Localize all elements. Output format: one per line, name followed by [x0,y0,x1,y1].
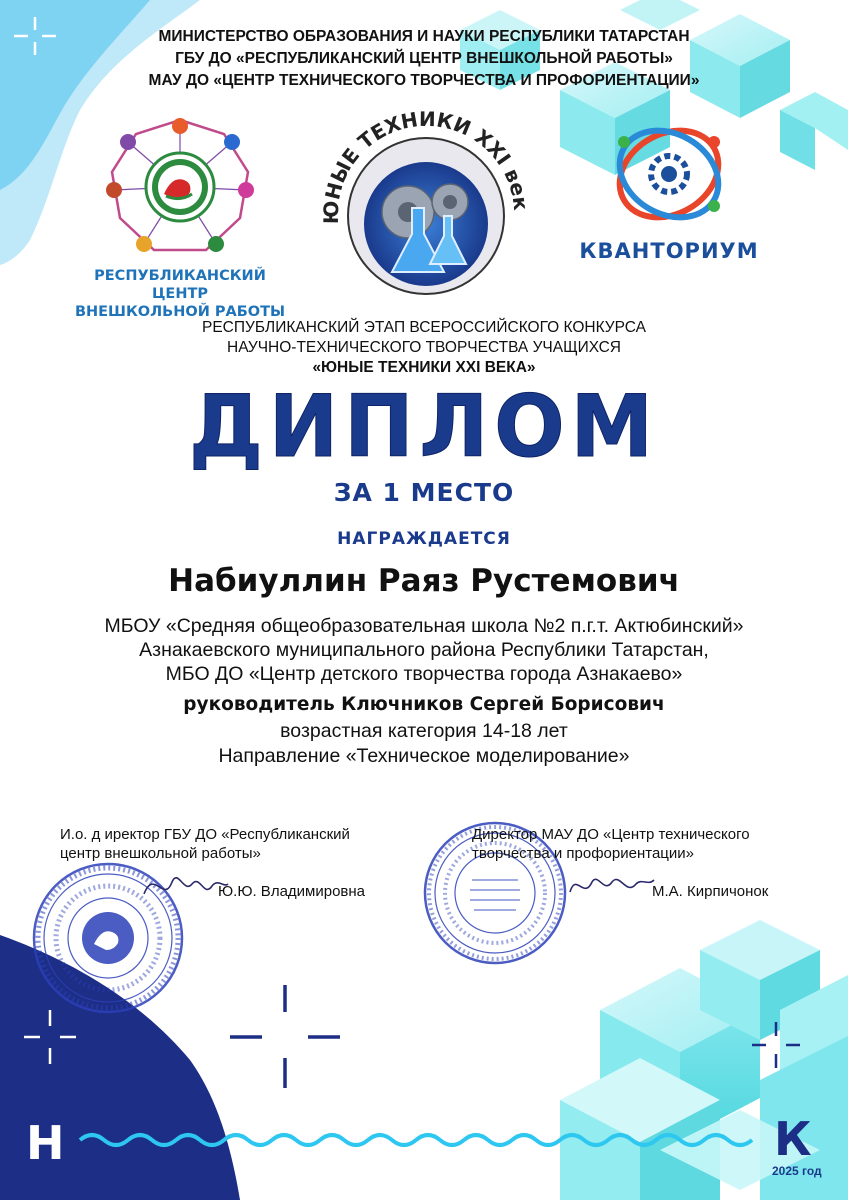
contest-line-2: НАУЧНО-ТЕХНИЧЕСКОГО ТВОРЧЕСТВА УЧАЩИХСЯ [227,339,621,356]
header-line-1: МИНИСТЕРСТВО ОБРАЗОВАНИЯ И НАУКИ РЕСПУБЛИКИ ТАТАРСТАН [158,28,690,45]
sig-right-title-1: Директор МАУ ДО «Центр технического [472,826,750,843]
supervisor: руководитель Ключников Сергей Борисович [183,694,665,715]
sig-left-name: Ю.Ю. Владимировна [218,883,366,900]
logo-rcvr [66,112,294,320]
header-line-2: ГБУ ДО «РЕСПУБЛИКАНСКИЙ ЦЕНТР ВНЕШКОЛЬНОЙ РАБОТЫ» [175,50,673,67]
organization [40,614,808,686]
place-label: ЗА 1 МЕСТО [333,478,515,507]
kvantorium-caption: КВАНТОРИУМ [579,239,759,263]
sig-right-title-2: творчества и профориентации» [472,845,694,862]
footer-letter-left: Н [26,1116,65,1170]
org-line-1: МБОУ «Средняя общеобразовательная школа №2 п.г.т. Актюбинский» [104,615,744,637]
org-line-2: Азнакаевского муниципального района Республики Татарстан, [139,639,709,661]
sig-left-title-1: И.о. д иректор ГБУ ДО «Республиканский [60,826,350,843]
contest-description [100,318,748,378]
logo-kvantorium [562,122,776,272]
flasks-gears-icon [316,104,536,300]
awarded-label: НАГРАЖДАЕТСЯ [337,529,511,549]
rcvr-emblem-icon [66,112,294,262]
rcvr-caption-line-1: РЕСПУБЛИКАНСКИЙ ЦЕНТР [94,268,266,302]
contest-line-3: «ЮНЫЕ ТЕХНИКИ XXI ВЕКА» [312,359,536,376]
sig-right-title [472,825,750,863]
sig-left-title-2: центр внешкольной работы» [60,845,261,862]
crosshair-icon [230,985,340,1088]
diploma-title-wrap [0,380,848,475]
org-line-3: МБО ДО «Центр детского творчества города Азнакаево» [165,663,683,685]
signature-left [140,864,230,908]
diploma-title-text: ДИПЛОМ [189,380,659,470]
footer-year: 2025 год [772,1164,822,1178]
sig-right-name: М.А. Кирпичонок [652,883,769,900]
footer-letter-right: К [774,1112,812,1166]
direction: Направление «Техническое моделирование» [218,745,630,767]
sig-left-title [60,825,350,863]
diploma-title [0,380,848,470]
header-ministry [60,26,788,92]
arc-title: ЮНЫЕ ТЕХНИКИ XXI век [318,106,534,225]
recipient-name: Набиуллин Раяз Рустемович [168,563,680,599]
signature-right [566,866,656,906]
age-category: возрастная категория 14-18 лет [280,720,568,742]
header-line-3: МАУ ДО «ЦЕНТР ТЕХНИЧЕСКОГО ТВОРЧЕСТВА И ПРОФОРИЕНТАЦИИ» [148,72,700,89]
rcvr-caption [66,267,294,321]
kvantorium-gear-icon [562,122,776,226]
rcvr-caption-line-2: ВНЕШКОЛЬНОЙ РАБОТЫ [74,304,286,320]
logo-young-technicians [316,104,536,300]
category-block [40,719,808,769]
contest-line-1: РЕСПУБЛИКАНСКИЙ ЭТАП ВСЕРОССИЙСКОГО КОНКУРСА [202,319,646,336]
